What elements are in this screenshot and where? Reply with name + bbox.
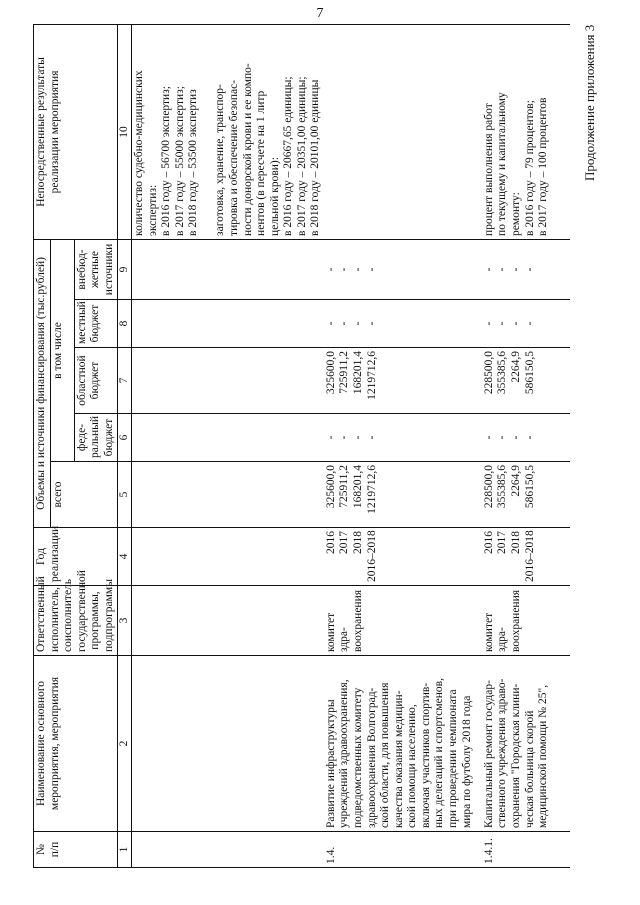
row-federal xyxy=(132,414,324,462)
col-regional-header: областной бюджет xyxy=(74,348,118,414)
row-federal: - - - - xyxy=(482,414,570,462)
row-local xyxy=(132,300,324,348)
col-index: 5 xyxy=(118,462,132,528)
row-total xyxy=(132,462,324,528)
column-index-row xyxy=(118,24,132,867)
row-local: - - - - xyxy=(482,300,570,348)
table-row xyxy=(132,24,324,867)
page-number: 7 xyxy=(316,6,324,21)
row-local: - - - - xyxy=(324,300,482,348)
row-responsible: комитет здра- воохранения xyxy=(324,586,482,656)
col-index: 2 xyxy=(118,656,132,832)
row-num xyxy=(132,832,324,868)
row-results: количество судебно-медицинских экспертиз: в 2016 году – 56700 экспертиз; в 2017 году – 55000 экспертиз; в 2018 году – 53500 экспертиз заготовка, хранение, транспор- тировка и обеспечение безопас- ности донорской крови и ее компо- нентов (в пересчете на 1 литр цельной крови): в 2016 году – 20667,65 единицы; в 2017 году – 20351,00 единицы; в 2018 году – 20101,00 единицы xyxy=(132,24,324,239)
col-results-header: Непосредственные результаты реализации мероприятия xyxy=(34,24,118,239)
col-local-header: местный бюджет xyxy=(74,300,118,348)
header-row xyxy=(34,24,51,867)
row-total: 325600,0 725911,2 168201,4 1219712,6 xyxy=(324,462,482,528)
col-index: 1 xyxy=(118,832,132,868)
row-years: 2016 2017 2018 2016–2018 xyxy=(482,528,570,586)
row-responsible: комитет здра- воохранения xyxy=(482,586,570,656)
col-name-header: Наименование основного мероприятия, мероприятия xyxy=(34,656,118,832)
row-extra xyxy=(132,239,324,299)
continuation-title: Продолжение приложения 3 xyxy=(582,24,597,181)
col-index: 4 xyxy=(118,528,132,586)
row-name xyxy=(132,656,324,832)
row-years: 2016 2017 2018 2016–2018 xyxy=(324,528,482,586)
col-federal-header: феде- ральный бюджет xyxy=(74,414,118,462)
table-row xyxy=(482,24,570,867)
row-results xyxy=(324,24,482,239)
row-regional: 228500,0 355385,6 2264,9 586150,5 xyxy=(482,348,570,414)
row-years xyxy=(132,528,324,586)
row-extra: - - - - xyxy=(482,239,570,299)
row-responsible xyxy=(132,586,324,656)
row-num: 1.4. xyxy=(324,832,482,868)
row-num: 1.4.1. xyxy=(482,832,570,868)
row-regional: 325600,0 725911,2 168201,4 1219712,6 xyxy=(324,348,482,414)
col-extrabudget-header: внебюд- жетные источники xyxy=(74,239,118,299)
col-index: 7 xyxy=(118,348,132,414)
col-index: 3 xyxy=(118,586,132,656)
table-row xyxy=(324,24,482,867)
col-index: 8 xyxy=(118,300,132,348)
col-index: 6 xyxy=(118,414,132,462)
col-total-header: всего xyxy=(50,462,118,528)
col-responsible-header: Ответственный исполнитель, соисполнитель государственной программы, подпрограммы xyxy=(34,586,118,656)
row-name: Развитие инфраструктуры учреждений здравоохранения, подведомственных комитету здравоохранения Волгоград- ской области, для повышения качества оказания медицин- ской помощи населению, включая участников спортив- ных делегаций и спортсменов, при проведении чемпионата мира по футболу 2018 года xyxy=(324,656,482,832)
row-name: Капитальный ремонт государ- ственного учреждения здраво- охранения "Городская клини- ческая больница скорой медицинской помощи № 25", xyxy=(482,656,570,832)
col-incl-header: в том числе xyxy=(50,239,74,461)
row-extra: - - - - xyxy=(324,239,482,299)
program-table xyxy=(33,24,570,868)
row-total: 228500,0 355385,6 2264,9 586150,5 xyxy=(482,462,570,528)
col-funding-header: Объемы и источники финансирования (тыс.рублей) xyxy=(34,239,51,527)
row-regional xyxy=(132,348,324,414)
col-year-header: Год реализации xyxy=(34,528,118,586)
col-num-header: № п/п xyxy=(34,832,118,868)
col-index: 10 xyxy=(118,24,132,239)
col-index: 9 xyxy=(118,239,132,299)
row-federal: - - - - xyxy=(324,414,482,462)
row-results: процент выполнения работ по текущему и капитальному ремонту: в 2016 году – 79 процентов; в 2017 году – 100 процентов xyxy=(482,24,570,239)
